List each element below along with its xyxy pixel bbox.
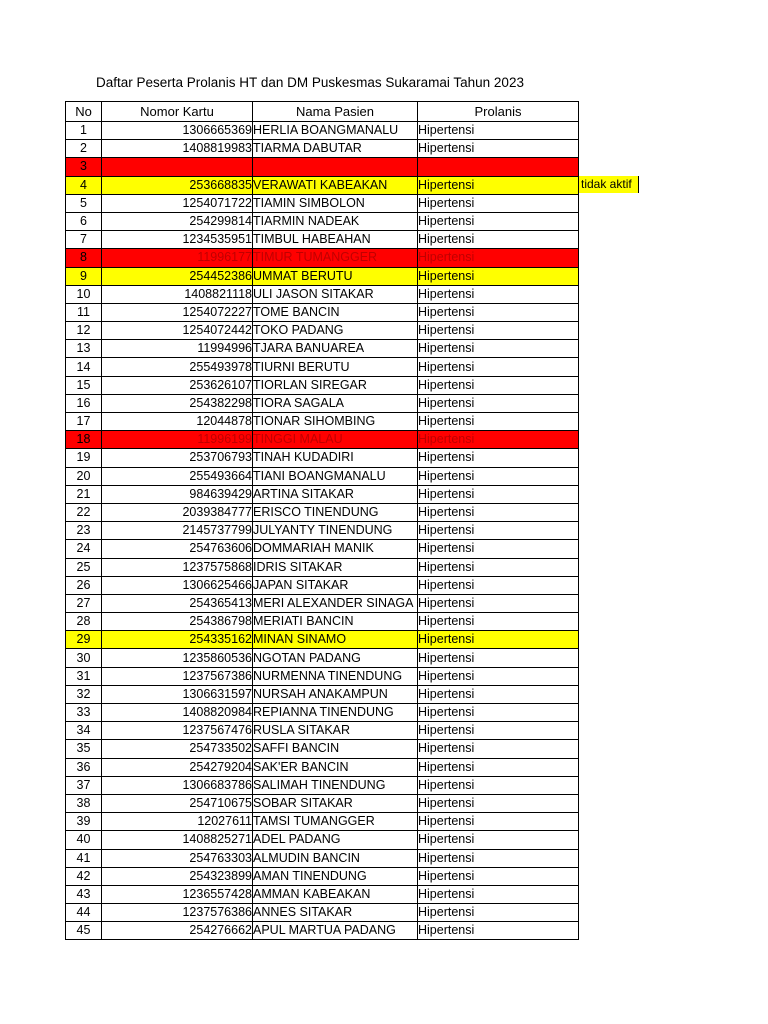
prolanis-cell[interactable]: Hipertensi [418, 376, 579, 394]
prolanis-cell[interactable]: Hipertensi [418, 194, 579, 212]
table-row [66, 285, 579, 303]
card-number-cell[interactable]: 1237567476 [102, 722, 253, 740]
table-row [66, 467, 579, 485]
card-number-cell[interactable]: 1235860536 [102, 649, 253, 667]
row-number-cell[interactable]: 42 [66, 867, 102, 885]
inactive-note[interactable]: tidak aktif [579, 176, 639, 193]
card-number-cell[interactable]: 254452386 [102, 267, 253, 285]
table-row [66, 849, 579, 867]
card-number-cell[interactable] [102, 158, 253, 176]
patient-name-cell[interactable]: SALIMAH TINENDUNG [253, 776, 418, 794]
table-row [66, 576, 579, 594]
patient-name-cell[interactable]: SAK'ER BANCIN [253, 758, 418, 776]
table-row [66, 649, 579, 667]
table-row [66, 176, 579, 194]
patient-name-cell[interactable]: TIARMIN NADEAK [253, 212, 418, 230]
prolanis-cell[interactable]: Hipertensi [418, 904, 579, 922]
prolanis-cell[interactable]: Hipertensi [418, 776, 579, 794]
table-row [66, 558, 579, 576]
row-number-cell[interactable]: 33 [66, 704, 102, 722]
table-row [66, 503, 579, 521]
card-number-cell[interactable]: 254365413 [102, 594, 253, 612]
row-number-cell[interactable]: 4 [66, 176, 102, 194]
prolanis-cell[interactable]: Hipertensi [418, 649, 579, 667]
row-number-cell[interactable]: 17 [66, 413, 102, 431]
table-row [66, 267, 579, 285]
patient-name-cell[interactable]: TIORLAN SIREGAR [253, 376, 418, 394]
prolanis-cell[interactable]: Hipertensi [418, 631, 579, 649]
table-row [66, 867, 579, 885]
card-number-cell[interactable]: 253626107 [102, 376, 253, 394]
card-number-cell[interactable]: 254323899 [102, 867, 253, 885]
patient-name-cell[interactable]: NGOTAN PADANG [253, 649, 418, 667]
prolanis-cell[interactable]: Hipertensi [418, 813, 579, 831]
prolanis-cell[interactable] [418, 158, 579, 176]
card-number-cell[interactable]: 1236557428 [102, 885, 253, 903]
row-number-cell[interactable]: 6 [66, 212, 102, 230]
card-number-cell[interactable]: 1408821118 [102, 285, 253, 303]
patient-name-cell[interactable]: TIAMIN SIMBOLON [253, 194, 418, 212]
card-number-cell[interactable]: 1306683786 [102, 776, 253, 794]
row-number-cell[interactable]: 45 [66, 922, 102, 940]
patient-name-cell[interactable]: JULYANTY TINENDUNG [253, 522, 418, 540]
row-number-cell[interactable]: 24 [66, 540, 102, 558]
row-number-cell[interactable]: 14 [66, 358, 102, 376]
row-number-cell[interactable]: 35 [66, 740, 102, 758]
row-number-cell[interactable]: 9 [66, 267, 102, 285]
card-number-cell[interactable]: 1408819983 [102, 140, 253, 158]
patient-name-cell[interactable]: TINGGI MALAU [253, 431, 418, 449]
card-number-cell[interactable]: 2039384777 [102, 503, 253, 521]
patient-name-cell[interactable]: MERIATI BANCIN [253, 613, 418, 631]
prolanis-cell[interactable]: Hipertensi [418, 285, 579, 303]
prolanis-cell[interactable]: Hipertensi [418, 740, 579, 758]
row-number-cell[interactable]: 12 [66, 322, 102, 340]
patient-name-cell[interactable]: TIANI BOANGMANALU [253, 467, 418, 485]
row-number-cell[interactable]: 37 [66, 776, 102, 794]
table-row [66, 231, 579, 249]
patient-name-cell[interactable]: DOMMARIAH MANIK [253, 540, 418, 558]
card-number-cell[interactable]: 12027611 [102, 813, 253, 831]
card-number-cell[interactable]: 254763303 [102, 849, 253, 867]
card-number-cell[interactable]: 12044878 [102, 413, 253, 431]
table-row [66, 540, 579, 558]
header-patient-name[interactable]: Nama Pasien [253, 102, 418, 122]
prolanis-cell[interactable]: Hipertensi [418, 322, 579, 340]
row-number-cell[interactable]: 38 [66, 794, 102, 812]
prolanis-cell[interactable]: Hipertensi [418, 867, 579, 885]
card-number-cell[interactable]: 255493978 [102, 358, 253, 376]
row-number-cell[interactable]: 36 [66, 758, 102, 776]
patient-name-cell[interactable]: TOME BANCIN [253, 303, 418, 321]
patient-name-cell[interactable]: TIORA SAGALA [253, 394, 418, 412]
table-row [66, 194, 579, 212]
prolanis-cell[interactable]: Hipertensi [418, 394, 579, 412]
header-row [66, 102, 579, 122]
prolanis-cell[interactable]: Hipertensi [418, 613, 579, 631]
prolanis-cell[interactable]: Hipertensi [418, 413, 579, 431]
patient-name-cell[interactable]: NURSAH ANAKAMPUN [253, 685, 418, 703]
table-row [66, 431, 579, 449]
card-number-cell[interactable]: 254733502 [102, 740, 253, 758]
table-row [66, 631, 579, 649]
patient-name-cell[interactable]: TIONAR SIHOMBING [253, 413, 418, 431]
card-number-cell[interactable]: 11996177 [102, 249, 253, 267]
row-number-cell[interactable]: 30 [66, 649, 102, 667]
table-row [66, 449, 579, 467]
card-number-cell[interactable]: 255493664 [102, 467, 253, 485]
table-row [66, 376, 579, 394]
card-number-cell[interactable]: 1408820984 [102, 704, 253, 722]
prolanis-cell[interactable]: Hipertensi [418, 885, 579, 903]
prolanis-cell[interactable]: Hipertensi [418, 449, 579, 467]
table-row [66, 140, 579, 158]
patient-name-cell[interactable]: SOBAR SITAKAR [253, 794, 418, 812]
card-number-cell[interactable]: 1237575868 [102, 558, 253, 576]
patient-name-cell[interactable]: TOKO PADANG [253, 322, 418, 340]
prolanis-cell[interactable]: Hipertensi [418, 122, 579, 140]
card-number-cell[interactable]: 254763606 [102, 540, 253, 558]
row-number-cell[interactable]: 11 [66, 303, 102, 321]
prolanis-cell[interactable]: Hipertensi [418, 176, 579, 194]
prolanis-cell[interactable]: Hipertensi [418, 594, 579, 612]
prolanis-cell[interactable]: Hipertensi [418, 485, 579, 503]
card-number-cell[interactable]: 1254072227 [102, 303, 253, 321]
row-number-cell[interactable]: 32 [66, 685, 102, 703]
prolanis-cell[interactable]: Hipertensi [418, 303, 579, 321]
prolanis-cell[interactable]: Hipertensi [418, 758, 579, 776]
card-number-cell[interactable]: 254386798 [102, 613, 253, 631]
patient-name-cell[interactable]: TJARA BANUAREA [253, 340, 418, 358]
prolanis-cell[interactable]: Hipertensi [418, 558, 579, 576]
table-row [66, 594, 579, 612]
table-row [66, 340, 579, 358]
card-number-cell[interactable]: 253706793 [102, 449, 253, 467]
row-number-cell[interactable]: 13 [66, 340, 102, 358]
card-number-cell[interactable]: 254276662 [102, 922, 253, 940]
patient-name-cell[interactable]: REPIANNA TINENDUNG [253, 704, 418, 722]
patient-name-cell[interactable]: MINAN SINAMO [253, 631, 418, 649]
card-number-cell[interactable]: 1234535951 [102, 231, 253, 249]
prolanis-cell[interactable]: Hipertensi [418, 576, 579, 594]
table-row [66, 776, 579, 794]
card-number-cell[interactable]: 1237576386 [102, 904, 253, 922]
table-row [66, 722, 579, 740]
prolanis-cell[interactable]: Hipertensi [418, 522, 579, 540]
prolanis-cell[interactable]: Hipertensi [418, 667, 579, 685]
row-number-cell[interactable]: 15 [66, 376, 102, 394]
card-number-cell[interactable]: 1306665369 [102, 122, 253, 140]
card-number-cell[interactable]: 254335162 [102, 631, 253, 649]
table-row [66, 885, 579, 903]
prolanis-cell[interactable]: Hipertensi [418, 794, 579, 812]
table-row [66, 740, 579, 758]
table-row [66, 212, 579, 230]
patient-name-cell[interactable]: VERAWATI KABEAKAN [253, 176, 418, 194]
prolanis-cell[interactable]: Hipertensi [418, 267, 579, 285]
table-row [66, 904, 579, 922]
row-number-cell[interactable]: 5 [66, 194, 102, 212]
card-number-cell[interactable]: 1254071722 [102, 194, 253, 212]
prolanis-cell[interactable]: Hipertensi [418, 503, 579, 521]
patient-name-cell[interactable]: IDRIS SITAKAR [253, 558, 418, 576]
row-number-cell[interactable]: 27 [66, 594, 102, 612]
prolanis-cell[interactable]: Hipertensi [418, 540, 579, 558]
header-prolanis[interactable]: Prolanis [418, 102, 579, 122]
table-row [66, 667, 579, 685]
row-number-cell[interactable]: 3 [66, 158, 102, 176]
card-number-cell[interactable]: 11996199 [102, 431, 253, 449]
sheet-title: Daftar Peserta Prolanis HT dan DM Puskesmas Sukaramai Tahun 2023 [96, 75, 524, 90]
patient-name-cell[interactable]: HERLIA BOANGMANALU [253, 122, 418, 140]
row-number-cell[interactable]: 21 [66, 485, 102, 503]
row-number-cell[interactable]: 1 [66, 122, 102, 140]
row-number-cell[interactable]: 39 [66, 813, 102, 831]
card-number-cell[interactable]: 1254072442 [102, 322, 253, 340]
header-no[interactable]: No [66, 102, 102, 122]
row-number-cell[interactable]: 41 [66, 849, 102, 867]
row-number-cell[interactable]: 8 [66, 249, 102, 267]
table-row [66, 485, 579, 503]
row-number-cell[interactable]: 23 [66, 522, 102, 540]
patient-name-cell[interactable]: SAFFI BANCIN [253, 740, 418, 758]
prolanis-cell[interactable]: Hipertensi [418, 358, 579, 376]
row-number-cell[interactable]: 10 [66, 285, 102, 303]
patient-name-cell[interactable]: ANNES SITAKAR [253, 904, 418, 922]
prolanis-cell[interactable]: Hipertensi [418, 340, 579, 358]
prolanis-cell[interactable]: Hipertensi [418, 467, 579, 485]
table-row [66, 322, 579, 340]
prolanis-cell[interactable]: Hipertensi [418, 249, 579, 267]
prolanis-cell[interactable]: Hipertensi [418, 722, 579, 740]
patient-name-cell[interactable]: TIMBUL HABEAHAN [253, 231, 418, 249]
row-number-cell[interactable]: 22 [66, 503, 102, 521]
card-number-cell[interactable]: 11994996 [102, 340, 253, 358]
row-number-cell[interactable]: 25 [66, 558, 102, 576]
table-body [66, 122, 579, 940]
row-number-cell[interactable]: 28 [66, 613, 102, 631]
patient-name-cell[interactable]: ADEL PADANG [253, 831, 418, 849]
table-row [66, 249, 579, 267]
table-row [66, 394, 579, 412]
card-number-cell[interactable]: 1306631597 [102, 685, 253, 703]
row-number-cell[interactable]: 19 [66, 449, 102, 467]
patient-name-cell[interactable]: NURMENNA TINENDUNG [253, 667, 418, 685]
table-row [66, 613, 579, 631]
patient-name-cell[interactable]: ERISCO TINENDUNG [253, 503, 418, 521]
row-number-cell[interactable]: 16 [66, 394, 102, 412]
patient-name-cell[interactable]: RUSLA SITAKAR [253, 722, 418, 740]
row-number-cell[interactable]: 18 [66, 431, 102, 449]
card-number-cell[interactable]: 1306625466 [102, 576, 253, 594]
card-number-cell[interactable]: 1408825271 [102, 831, 253, 849]
table-row [66, 813, 579, 831]
prolanis-cell[interactable]: Hipertensi [418, 922, 579, 940]
prolanis-cell[interactable]: Hipertensi [418, 140, 579, 158]
prolanis-cell[interactable]: Hipertensi [418, 831, 579, 849]
card-number-cell[interactable]: 2145737799 [102, 522, 253, 540]
row-number-cell[interactable]: 43 [66, 885, 102, 903]
patient-name-cell[interactable]: APUL MARTUA PADANG [253, 922, 418, 940]
row-number-cell[interactable]: 34 [66, 722, 102, 740]
row-number-cell[interactable]: 20 [66, 467, 102, 485]
patient-name-cell[interactable]: TIARMA DABUTAR [253, 140, 418, 158]
card-number-cell[interactable]: 1237567386 [102, 667, 253, 685]
patient-name-cell[interactable]: MERI ALEXANDER SINAGA [253, 594, 418, 612]
participant-table [65, 101, 579, 940]
patient-name-cell[interactable]: UMMAT BERUTU [253, 267, 418, 285]
table-row [66, 758, 579, 776]
patient-name-cell[interactable]: ULI JASON SITAKAR [253, 285, 418, 303]
card-number-cell[interactable]: 254279204 [102, 758, 253, 776]
row-number-cell[interactable]: 2 [66, 140, 102, 158]
table-row [66, 122, 579, 140]
patient-name-cell[interactable]: TAMSI TUMANGGER [253, 813, 418, 831]
table-row [66, 685, 579, 703]
row-number-cell[interactable]: 26 [66, 576, 102, 594]
table-row [66, 922, 579, 940]
patient-name-cell[interactable]: TIMUR TUMANGGER [253, 249, 418, 267]
header-card-number[interactable]: Nomor Kartu [102, 102, 253, 122]
card-number-cell[interactable]: 984639429 [102, 485, 253, 503]
card-number-cell[interactable]: 254299814 [102, 212, 253, 230]
prolanis-cell[interactable]: Hipertensi [418, 212, 579, 230]
patient-name-cell[interactable]: AMAN TINENDUNG [253, 867, 418, 885]
prolanis-cell[interactable]: Hipertensi [418, 704, 579, 722]
patient-name-cell[interactable] [253, 158, 418, 176]
row-number-cell[interactable]: 31 [66, 667, 102, 685]
patient-name-cell[interactable]: JAPAN SITAKAR [253, 576, 418, 594]
prolanis-cell[interactable]: Hipertensi [418, 685, 579, 703]
table-row [66, 794, 579, 812]
prolanis-cell[interactable]: Hipertensi [418, 849, 579, 867]
row-number-cell[interactable]: 7 [66, 231, 102, 249]
table-row [66, 158, 579, 176]
row-number-cell[interactable]: 44 [66, 904, 102, 922]
patient-name-cell[interactable]: ALMUDIN BANCIN [253, 849, 418, 867]
prolanis-cell[interactable]: Hipertensi [418, 431, 579, 449]
row-number-cell[interactable]: 40 [66, 831, 102, 849]
prolanis-cell[interactable]: Hipertensi [418, 231, 579, 249]
patient-name-cell[interactable]: AMMAN KABEAKAN [253, 885, 418, 903]
patient-name-cell[interactable]: TIURNI BERUTU [253, 358, 418, 376]
patient-name-cell[interactable]: TINAH KUDADIRI [253, 449, 418, 467]
patient-name-cell[interactable]: ARTINA SITAKAR [253, 485, 418, 503]
table-row [66, 831, 579, 849]
card-number-cell[interactable]: 254710675 [102, 794, 253, 812]
table-row [66, 413, 579, 431]
card-number-cell[interactable]: 254382298 [102, 394, 253, 412]
table-row [66, 303, 579, 321]
table-row [66, 522, 579, 540]
table-row [66, 704, 579, 722]
table-row [66, 358, 579, 376]
card-number-cell[interactable]: 253668835 [102, 176, 253, 194]
row-number-cell[interactable]: 29 [66, 631, 102, 649]
